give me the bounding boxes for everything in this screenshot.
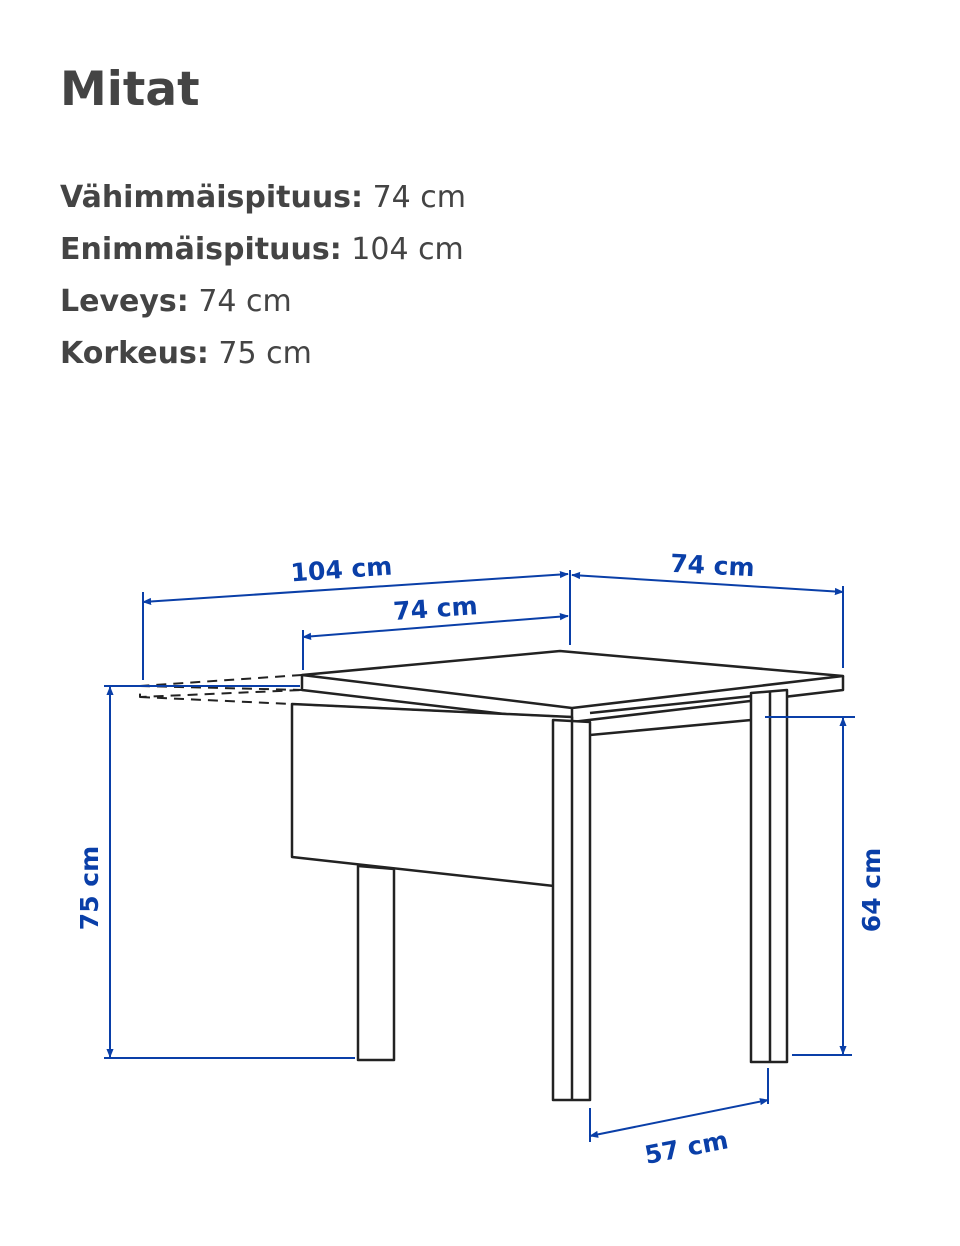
dim-label-width: 74 cm — [669, 548, 756, 583]
spec-value: 75 cm — [218, 336, 312, 371]
spec-width — [60, 276, 466, 328]
spec-label: Enimmäispituus: — [60, 232, 342, 267]
front-left-leg — [358, 866, 394, 1060]
dim-line-leg-spacing — [590, 1100, 768, 1136]
spec-height — [60, 328, 466, 380]
spec-label: Leveys: — [60, 284, 189, 319]
spec-value: 74 cm — [198, 284, 292, 319]
folded-drop-leaf — [292, 704, 572, 888]
spec-label: Vähimmäispituus: — [60, 180, 364, 215]
dim-label-folded-length: 74 cm — [392, 591, 479, 626]
table-dimension-diagram — [0, 520, 960, 1200]
spec-label: Korkeus: — [60, 336, 209, 371]
dim-label-height: 75 cm — [75, 845, 104, 931]
dim-label-leg-clearance: 64 cm — [857, 847, 886, 933]
right-apron — [590, 695, 762, 735]
dim-label-leg-spacing: 57 cm — [642, 1125, 731, 1170]
spec-value: 104 cm — [351, 232, 464, 267]
dimension-specs-list — [60, 172, 466, 380]
spec-max-length — [60, 224, 466, 276]
spec-value: 74 cm — [372, 180, 467, 215]
dim-label-extended-length: 104 cm — [289, 551, 394, 588]
page-title: Mitat — [60, 62, 200, 117]
table-outline — [140, 651, 843, 1100]
spec-min-length — [60, 172, 466, 224]
